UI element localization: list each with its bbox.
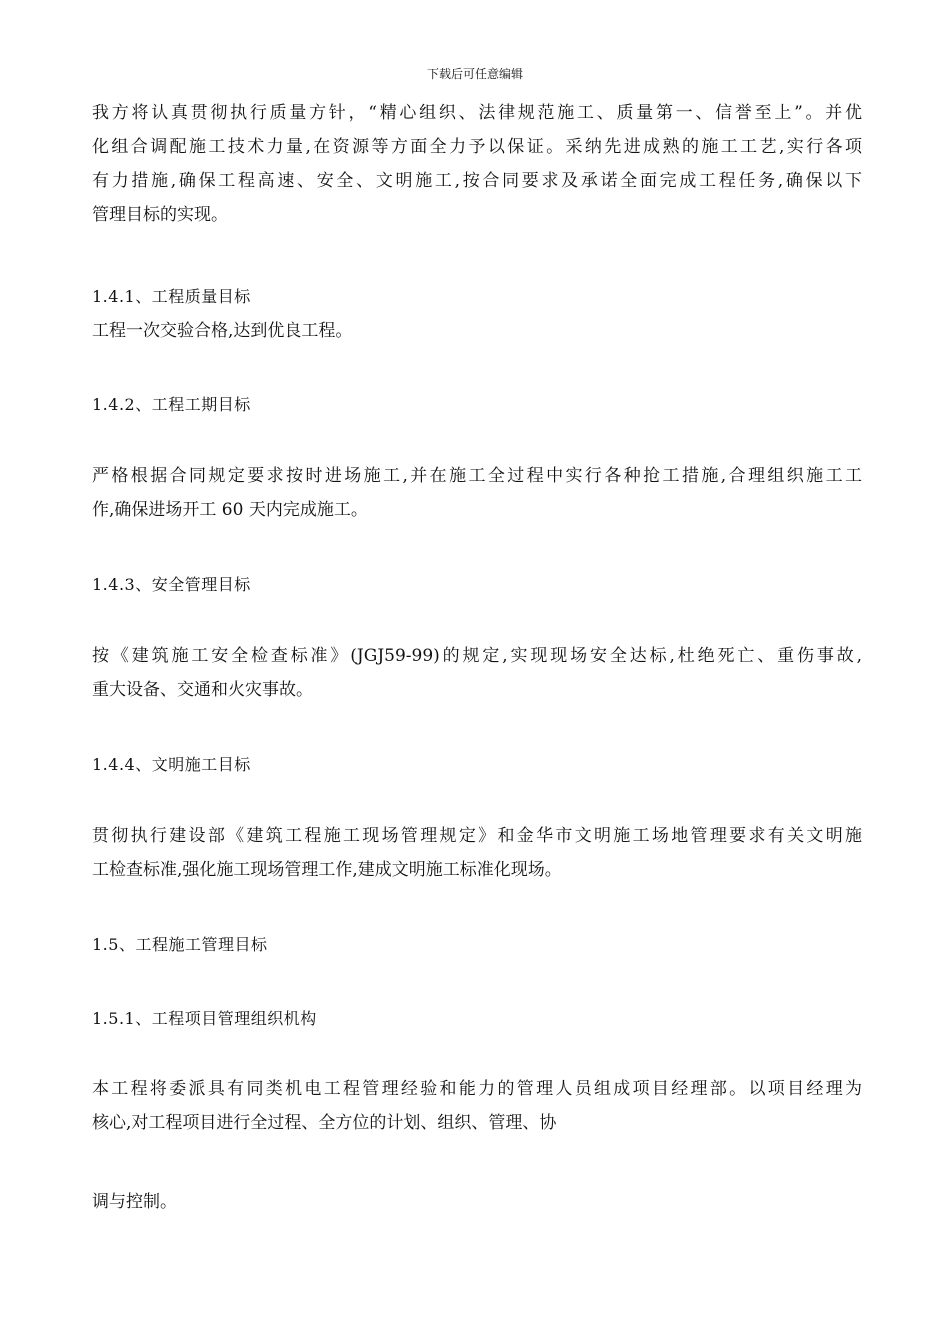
body-line: 核心,对工程项目进行全过程、全方位的计划、组织、管理、协 bbox=[92, 1113, 557, 1133]
body-line: 作,确保进场开工 60 天内完成施工。 bbox=[92, 500, 368, 520]
body-line: 按《建筑施工安全检查标准》(JGJ59-99)的规定,实现现场安全达标,杜绝死亡、重伤事故, bbox=[92, 646, 862, 666]
section-heading-1-4-2: 1.4.2、工程工期目标 bbox=[92, 395, 251, 414]
intro-line: 有力措施,确保工程高速、安全、文明施工,按合同要求及承诺全面完成工程任务,确保以下 bbox=[92, 171, 862, 191]
intro-line: 我方将认真贯彻执行质量方针，“精心组织、法律规范施工、质量第一、信誉至上”。并优 bbox=[92, 103, 862, 123]
body-line: 调与控制。 bbox=[92, 1192, 177, 1212]
section-heading-1-4-3: 1.4.3、安全管理目标 bbox=[92, 575, 251, 594]
section-body-1-4-3 bbox=[92, 639, 862, 707]
body-line: 工程一次交验合格,达到优良工程。 bbox=[92, 321, 353, 341]
section-heading-1-4-1: 1.4.1、工程质量目标 bbox=[92, 287, 251, 306]
section-heading-1-5: 1.5、工程施工管理目标 bbox=[92, 935, 268, 954]
body-line: 本工程将委派具有同类机电工程管理经验和能力的管理人员组成项目经理部。以项目经理为 bbox=[92, 1079, 862, 1099]
intro-line: 管理目标的实现。 bbox=[92, 205, 228, 225]
section-heading-1-4-4: 1.4.4、文明施工目标 bbox=[92, 755, 251, 774]
section-body-1-4-2 bbox=[92, 459, 862, 527]
section-body-1-4-1 bbox=[92, 314, 862, 348]
body-line: 工检查标准,强化施工现场管理工作,建成文明施工标准化现场。 bbox=[92, 860, 562, 880]
intro-line: 化组合调配施工技术力量,在资源等方面全力予以保证。采纳先进成熟的施工工艺,实行各项 bbox=[92, 137, 862, 157]
intro-paragraph bbox=[92, 96, 862, 232]
body-line: 严格根据合同规定要求按时进场施工,并在施工全过程中实行各种抢工措施,合理组织施工工 bbox=[92, 466, 862, 486]
body-line: 重大设备、交通和火灾事故。 bbox=[92, 680, 313, 700]
page-header: 下载后可任意编辑 bbox=[426, 67, 523, 81]
section-heading-1-5-1: 1.5.1、工程项目管理组织机构 bbox=[92, 1009, 317, 1028]
closing-line bbox=[92, 1185, 862, 1219]
body-line: 贯彻执行建设部《建筑工程施工现场管理规定》和金华市文明施工场地管理要求有关文明施 bbox=[92, 826, 862, 846]
section-body-1-4-4 bbox=[92, 819, 862, 887]
section-body-1-5-1 bbox=[92, 1072, 862, 1140]
